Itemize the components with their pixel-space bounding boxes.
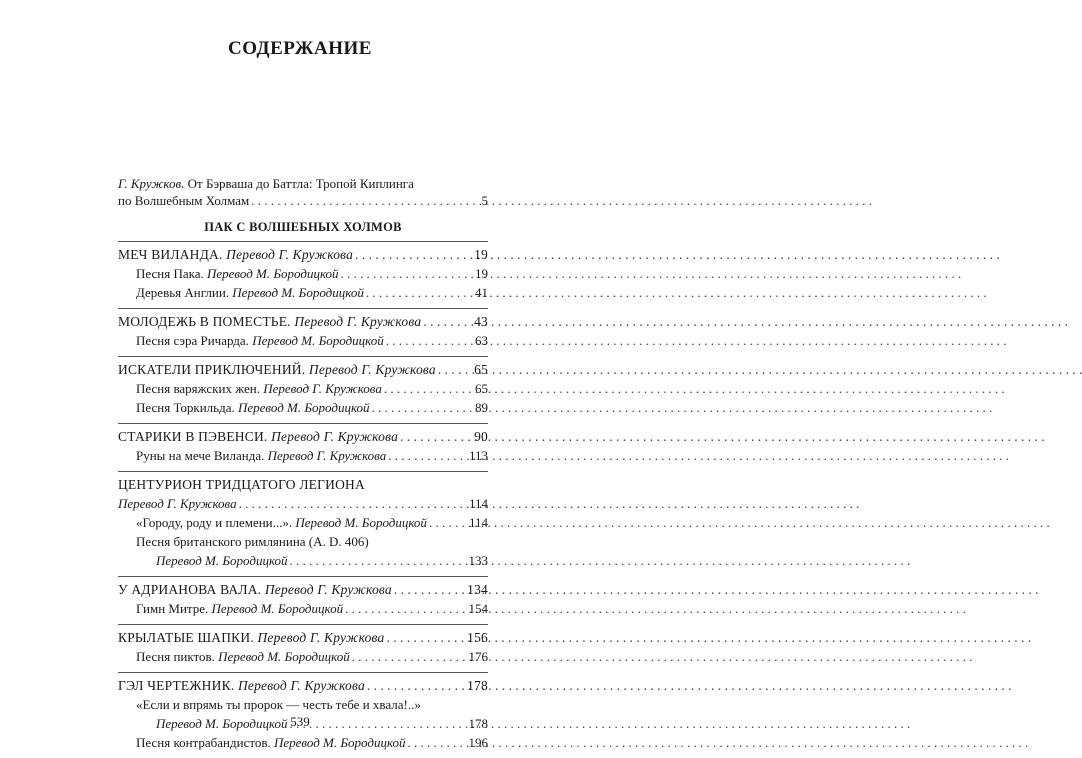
- entry-translator: Перевод Г. Кружкова: [263, 381, 382, 396]
- leader-dots: [421, 312, 474, 331]
- toc-entry: [118, 379, 488, 398]
- toc-entry-title: [136, 264, 339, 283]
- entry-title: СТАРИКИ В ПЭВЕНСИ.: [118, 429, 268, 444]
- toc-group: [118, 308, 488, 350]
- entry-translator: Перевод Г. Кружкова: [226, 247, 354, 262]
- leader-dots: [392, 580, 467, 599]
- entry-page: 90: [474, 429, 488, 444]
- leader-dots: [370, 398, 475, 417]
- toc-entry: [118, 551, 488, 570]
- leader-dots: [398, 427, 474, 446]
- toc-entry: [118, 283, 488, 302]
- toc-entry-title: [136, 695, 421, 714]
- intro-title-line2: по Волшебным Холмам: [118, 193, 250, 208]
- entry-page: 41: [475, 285, 488, 300]
- table-of-contents: [118, 241, 488, 758]
- entry-translator: Перевод М. Бородицкой: [156, 716, 288, 731]
- entry-translator: Перевод Г. Кружкова: [237, 678, 365, 693]
- toc-group: [118, 576, 488, 618]
- toc-entry: [118, 695, 488, 714]
- toc-entry-title: [136, 398, 370, 417]
- entry-translator: Перевод М. Бородицкой: [211, 601, 344, 616]
- toc-entry-title: [118, 312, 421, 331]
- entry-page: 133: [468, 553, 488, 568]
- toc-entry: [118, 733, 488, 752]
- toc-entry: [118, 599, 488, 618]
- entry-translator: Перевод М. Бородицкой: [295, 515, 427, 530]
- entry-translator: Перевод Г. Кружкова: [308, 362, 436, 377]
- entry-title: Песня сэра Ричарда.: [136, 333, 249, 348]
- intro-page: 5: [481, 193, 488, 208]
- entry-page: 114: [468, 496, 488, 511]
- leader-dots: [249, 192, 481, 210]
- toc-entry-title: [136, 532, 369, 551]
- leader-dots: [436, 360, 474, 379]
- entry-title: КРЫЛАТЫЕ ШАПКИ.: [118, 630, 254, 645]
- page-number: 539: [290, 714, 310, 729]
- toc-entry-title: [118, 676, 365, 695]
- entry-page: 89: [475, 400, 488, 415]
- entry-title: МЕЧ ВИЛАНДА.: [118, 247, 223, 262]
- toc-entry: [118, 331, 488, 350]
- entry-title: МОЛОДЕЖЬ В ПОМЕСТЬЕ.: [118, 314, 291, 329]
- entry-page: 19: [475, 266, 488, 281]
- entry-page: 178: [468, 716, 488, 731]
- intro-line-1: [118, 176, 488, 192]
- entry-title: ЦЕНТУРИОН ТРИДЦАТОГО ЛЕГИОНА: [118, 477, 365, 492]
- toc-entry: [118, 446, 488, 465]
- toc-group: [118, 672, 488, 752]
- entry-translator: Перевод М. Бородицкой: [156, 553, 288, 568]
- entry-translator: Перевод М. Бородицкой: [232, 285, 364, 300]
- toc-group: [118, 624, 488, 666]
- leader-dots: [343, 599, 468, 618]
- entry-translator: Перевод М. Бородицкой: [274, 735, 406, 750]
- entry-title: Песня Торкильда.: [136, 400, 235, 415]
- toc-entry: [118, 513, 488, 532]
- toc-entry-title: [136, 446, 386, 465]
- entry-translator: Перевод Г. Кружкова: [271, 429, 399, 444]
- toc-entry-title: [136, 647, 350, 666]
- entry-page: 65: [474, 362, 488, 377]
- entry-page: 114: [468, 515, 488, 530]
- entry-title: Песня британского римлянина (A. D. 406): [136, 534, 369, 549]
- entry-page: 156: [467, 630, 488, 645]
- page-title: СОДЕРЖАНИЕ: [228, 38, 372, 59]
- entry-title: Песня контрабандистов.: [136, 735, 271, 750]
- entry-page: 196: [468, 735, 488, 750]
- entry-page: 65: [475, 381, 488, 396]
- entry-title: У АДРИАНОВА ВАЛА.: [118, 582, 262, 597]
- entry-page: 43: [474, 314, 488, 329]
- toc-chapter-entry: [118, 475, 488, 494]
- toc-group: [118, 241, 488, 302]
- entry-page: 113: [468, 448, 488, 463]
- toc-entry-title: [136, 599, 343, 618]
- toc-chapter-entry: [118, 245, 488, 264]
- section-heading: ПАК С ВОЛШЕБНЫХ ХОЛМОВ: [204, 220, 402, 234]
- leader-dots: [384, 628, 467, 647]
- entry-title: «Если и впрямь ты пророк — честь тебе и хвала!..»: [136, 697, 421, 712]
- intro-line-2: [118, 192, 488, 210]
- entry-title: Руны на мече Виланда.: [136, 448, 265, 463]
- toc-entry-title: [118, 494, 237, 513]
- toc-entry-title: [136, 283, 364, 302]
- entry-translator: Перевод Г. Кружкова: [267, 448, 387, 463]
- toc-entry-title: [136, 733, 406, 752]
- entry-title: Песня пиктов.: [136, 649, 215, 664]
- entry-title: «Городу, роду и племени...».: [136, 515, 293, 530]
- toc-entry-title: [118, 580, 392, 599]
- toc-entry: [118, 532, 488, 551]
- toc-chapter-entry: [118, 427, 488, 446]
- toc-group: [118, 356, 488, 417]
- toc-entry: [118, 398, 488, 417]
- entry-title: Гимн Митре.: [136, 601, 209, 616]
- entry-title: ИСКАТЕЛИ ПРИКЛЮЧЕНИЙ.: [118, 362, 306, 377]
- leader-dots: [350, 647, 469, 666]
- leader-dots: [364, 283, 475, 302]
- entry-page: 63: [475, 333, 488, 348]
- entry-title: Песня варяжских жен.: [136, 381, 260, 396]
- toc-entry-title: [136, 513, 427, 532]
- entry-page: 154: [468, 601, 488, 616]
- toc-chapter-entry: [118, 580, 488, 599]
- leader-dots: [237, 494, 469, 513]
- entry-page: 134: [467, 582, 488, 597]
- entry-translator: Перевод М. Бородицкой: [207, 266, 339, 281]
- entry-translator: Перевод Г. Кружкова: [257, 630, 385, 645]
- entry-translator: Перевод Г. Кружкова: [294, 314, 422, 329]
- toc-entry-title: [136, 331, 384, 350]
- toc-chapter-entry: [118, 360, 488, 379]
- entry-translator: Перевод М. Бородицкой: [237, 400, 370, 415]
- intro-title-line1: От Бэрваша до Баттла: Тропой Киплинга: [187, 176, 414, 191]
- toc-entry-title: [118, 427, 398, 446]
- toc-entry-title: [118, 628, 384, 647]
- leader-dots: [384, 331, 475, 350]
- toc-entry: [118, 264, 488, 283]
- leader-dots: [382, 379, 475, 398]
- entry-translator: Перевод Г. Кружкова: [118, 496, 237, 511]
- leader-dots: [339, 264, 475, 283]
- leader-dots: [406, 733, 469, 752]
- leader-dots: [353, 245, 474, 264]
- toc-entry-title: [156, 551, 288, 570]
- toc-chapter-entry: [118, 628, 488, 647]
- toc-chapter-entry: [118, 676, 488, 695]
- leader-dots: [288, 551, 469, 570]
- intro-author: Г. Кружков.: [118, 176, 185, 191]
- toc-entry: [118, 647, 488, 666]
- entry-page: 19: [474, 247, 488, 262]
- toc-entry: [118, 494, 488, 513]
- entry-translator: Перевод М. Бородицкой: [218, 649, 350, 664]
- toc-group: [118, 423, 488, 465]
- leader-dots: [386, 446, 469, 465]
- toc-entry-title: [118, 475, 365, 494]
- entry-title: Песня Пака.: [136, 266, 204, 281]
- toc-chapter-entry: [118, 312, 488, 331]
- toc-group: [118, 471, 488, 570]
- leader-dots: [427, 513, 469, 532]
- toc-entry-title: [118, 245, 353, 264]
- entry-title: Деревья Англии.: [136, 285, 230, 300]
- toc-entry-title: [136, 379, 382, 398]
- entry-title: ГЭЛ ЧЕРТЕЖНИК.: [118, 678, 235, 693]
- toc-entry-title: [118, 360, 436, 379]
- intro-entry: [118, 176, 488, 210]
- entry-translator: Перевод М. Бородицкой: [252, 333, 384, 348]
- entry-page: 178: [467, 678, 488, 693]
- leader-dots: [365, 676, 467, 695]
- entry-page: 176: [468, 649, 488, 664]
- entry-translator: Перевод Г. Кружкова: [264, 582, 392, 597]
